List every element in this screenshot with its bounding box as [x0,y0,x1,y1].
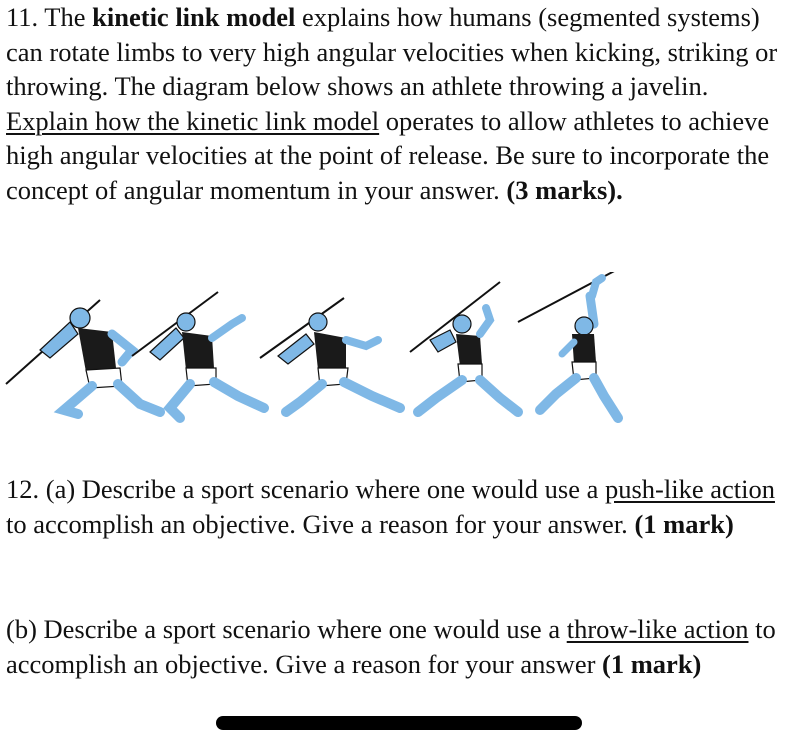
q12a-marks: (1 mark) [634,508,734,539]
question-11 [6,0,792,207]
athlete-frame-1 [6,300,160,414]
q11-text-3: operates to allow athletes to achieve high angular velocities at the point of release. Be sure to incorporate the concept of angular momentum in your answer. [6,105,770,205]
kinetic-link-term: kinetic link model [92,2,296,32]
home-indicator[interactable] [216,716,582,730]
q11-instruction: Explain how the kinetic link model [6,105,380,136]
question-12a [6,472,792,541]
athlete-frame-4 [410,282,518,412]
q12a-text-2: to accomplish an objective. Give a reason for your answer. [6,508,635,539]
javelin-throw-diagram [0,272,640,432]
athlete-frame-2 [132,292,264,418]
question-number: 11. [6,2,39,32]
athlete-frame-3 [260,298,400,412]
q11-text-2: explains how humans (segmented systems) can rotate limbs to very high angular velocities when kicking, striking or throwing. The diagram below shows an athlete throwing a javelin. [6,2,778,101]
q12b-text-1: (b) Describe a sport scenario where one would use a [6,614,567,644]
push-like-action-term: push-like action [604,474,775,504]
question-12b [6,612,792,681]
q11-marks: (3 marks). [506,174,623,205]
throw-like-action-term: throw-like action [566,614,749,644]
q12b-marks: (1 mark) [602,648,702,679]
athlete-frame-5 [518,272,620,418]
q12b-text-2: to accomplish an objective. Give a reason for your answer [6,614,776,679]
q12a-text-1: 12. (a) Describe a sport scenario where one would use a [6,474,605,504]
q11-text-1: The [38,2,93,32]
